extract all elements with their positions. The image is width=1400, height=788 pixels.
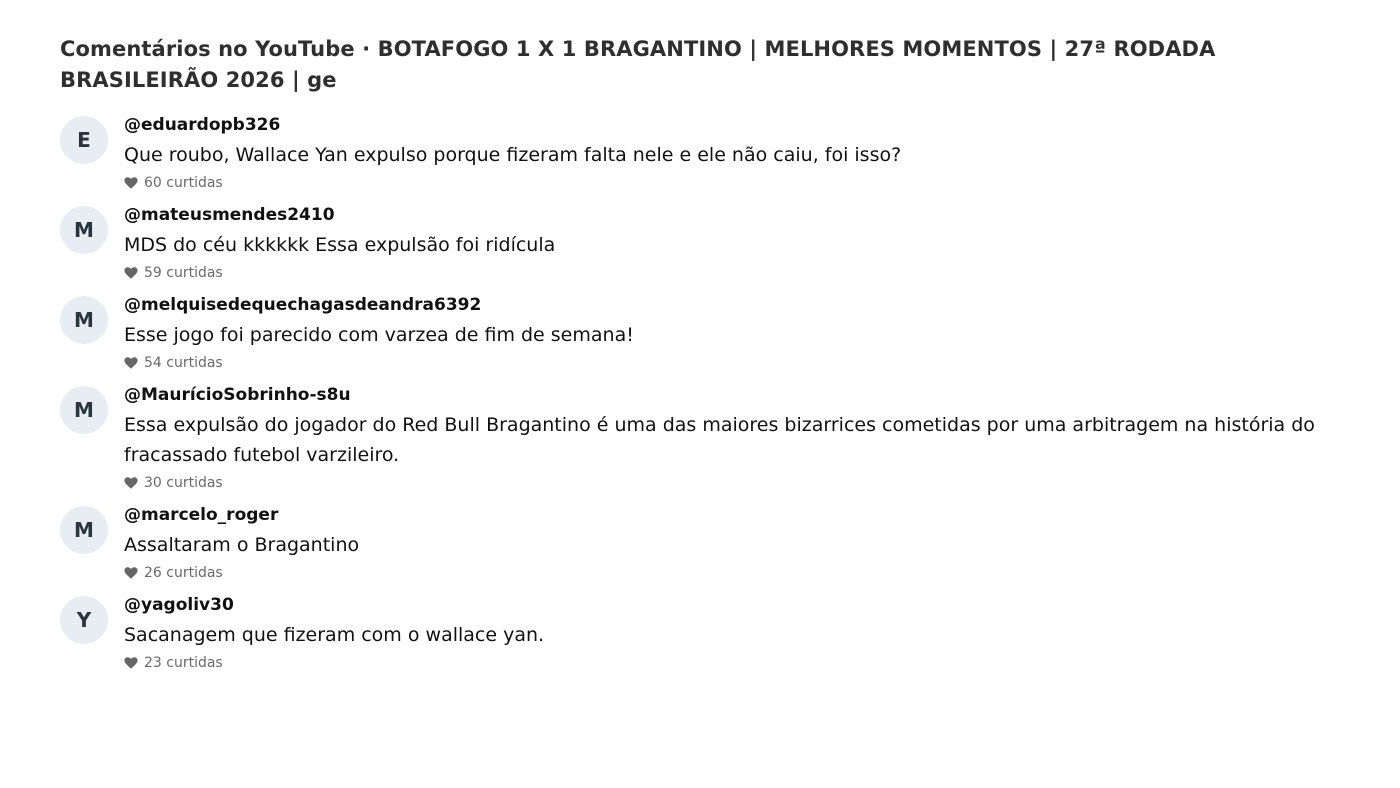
comment-text: MDS do céu kkkkkk Essa expulsão foi ridícula (124, 234, 556, 256)
avatar[interactable]: M (60, 386, 108, 434)
comment-likes (124, 353, 1340, 373)
comment-text: Esse jogo foi parecido com varzea de fim de semana! (124, 324, 634, 346)
comment-item (60, 594, 1340, 673)
comment-author[interactable]: @marcelo_roger (124, 505, 279, 525)
comment-text: Sacanagem que fizeram com o wallace yan. (124, 624, 545, 646)
comment-text: Assaltaram o Bragantino (124, 534, 360, 556)
likes-count: 23 curtidas (144, 655, 223, 671)
comment-text: Essa expulsão do jogador do Red Bull Bragantino é uma das maiores bizarrices cometidas por uma arbitragem na história do fracassado futebol varzileiro. (124, 414, 1315, 466)
comment-item (60, 294, 1340, 373)
avatar[interactable]: E (60, 116, 108, 164)
comment-item (60, 504, 1340, 583)
likes-count: 26 curtidas (144, 565, 223, 581)
heart-icon[interactable] (124, 567, 138, 579)
comment-author[interactable]: @melquisedequechagasdeandra6392 (124, 295, 482, 315)
heart-icon[interactable] (124, 657, 138, 669)
comment-likes (124, 473, 1340, 493)
heart-icon[interactable] (124, 477, 138, 489)
page-title: Comentários no YouTube · BOTAFOGO 1 X 1 BRAGANTINO | MELHORES MOMENTOS | 27ª RODADA BRASILEIRÃO 2026 | ge (60, 37, 1216, 92)
avatar[interactable]: M (60, 206, 108, 254)
comment-likes (124, 563, 1340, 583)
likes-count: 30 curtidas (144, 475, 223, 491)
comment-item (60, 384, 1340, 493)
avatar[interactable]: Y (60, 596, 108, 644)
comment-body (124, 504, 1340, 583)
heart-icon[interactable] (124, 177, 138, 189)
comment-item (60, 114, 1340, 193)
comment-body (124, 114, 1340, 193)
avatar[interactable]: M (60, 296, 108, 344)
comment-text: Que roubo, Wallace Yan expulso porque fizeram falta nele e ele não caiu, foi isso? (124, 144, 902, 166)
comment-author[interactable]: @mateusmendes2410 (124, 205, 335, 225)
comment-author[interactable]: @eduardopb326 (124, 115, 281, 135)
heart-icon[interactable] (124, 357, 138, 369)
likes-count: 54 curtidas (144, 355, 223, 371)
comment-body (124, 594, 1340, 673)
heart-icon[interactable] (124, 267, 138, 279)
comment-author[interactable]: @MaurícioSobrinho-s8u (124, 385, 351, 405)
comment-body (124, 204, 1340, 283)
likes-count: 60 curtidas (144, 175, 223, 191)
comment-list (60, 114, 1340, 673)
comment-author[interactable]: @yagoliv30 (124, 595, 234, 615)
comment-likes (124, 263, 1340, 283)
comment-body (124, 294, 1340, 373)
comment-item (60, 204, 1340, 283)
likes-count: 59 curtidas (144, 265, 223, 281)
avatar[interactable]: M (60, 506, 108, 554)
comment-body (124, 384, 1340, 493)
comment-likes (124, 653, 1340, 673)
comment-likes (124, 173, 1340, 193)
